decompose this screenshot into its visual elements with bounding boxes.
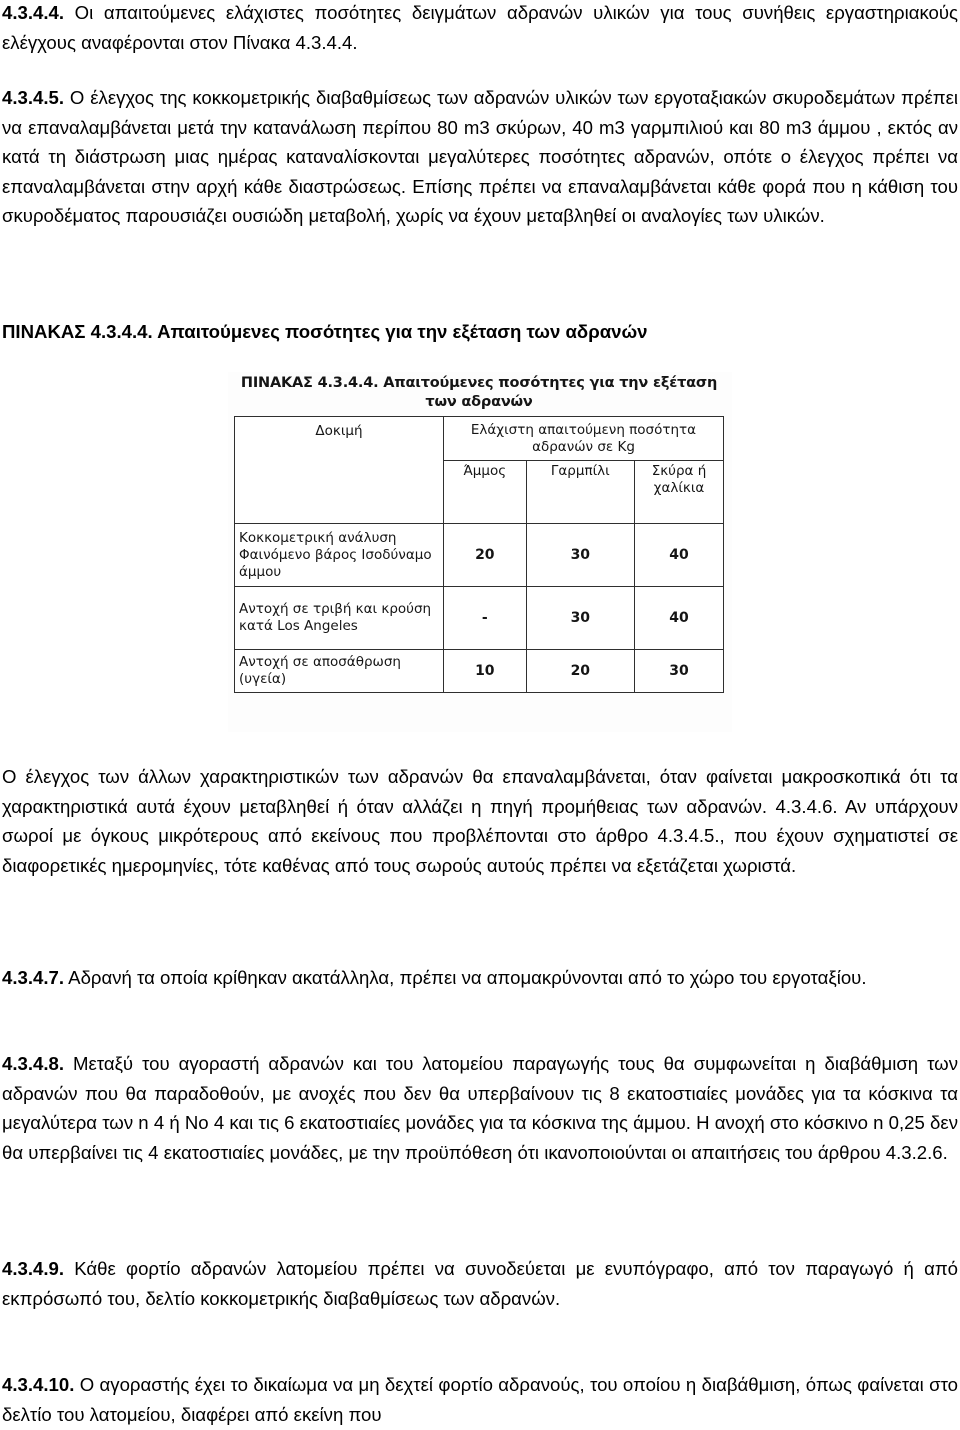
section-number: 4.3.4.8. bbox=[2, 1053, 65, 1074]
column-header-test: Δοκιμή bbox=[235, 417, 444, 524]
paragraph-text: Ο έλεγχος των άλλων χαρακτηριστικών των αδρανών θα επαναλαμβάνεται, όταν φαίνεται μακροσκοπικά ότι τα χαρακτηριστικά αυτά έχουν μεταβληθεί ή όταν αλλάζει η πηγή προμήθειας των αδρανών. 4.3.4.6. Αν υπάρχουν σωροί με όγκους μικρότερους από εκείνους που προβλέπονται στο άρθρο 4.3.4.5., που έχουν σχηματιστεί σε διαφορετικές ημερομηνίες, τότε καθένας από τους σωρούς αυτούς πρέπει να εξετάζεται χωριστά. bbox=[2, 766, 958, 876]
paragraph-quality-check bbox=[2, 762, 958, 880]
crushed-value: 40 bbox=[635, 524, 724, 587]
paragraph-text: Οι απαιτούμενες ελάχιστες ποσότητες δειγμάτων αδρανών υλικών για τους συνήθεις εργαστηριακούς ελέγχους αναφέρονται στον Πίνακα 4.3.4.4. bbox=[2, 2, 958, 53]
paragraph-text: Μεταξύ του αγοραστή αδρανών και του λατομείου παραγωγής τους θα συμφωνείται η διαβάθμιση των αδρανών που θα παραδοθούν, με ανοχές που δεν θα υπερβαίνουν τις 8 εκατοστιαίες μονάδες για τα κόσκινα τα μεγαλύτερα των n 4 ή No 4 και τις 6 εκατοστιαίες μονάδες για τα κόσκινα της άμμου. Η ανοχή στο κόσκινο n 0,25 δεν θα υπερβαίνει τις 4 εκατοστιαίες μονάδες, με την προϋπόθεση ότι ικανοποιούνται οι απαιτήσεις του άρθρου 4.3.2.6. bbox=[2, 1053, 958, 1163]
gravel-value: 20 bbox=[526, 650, 634, 693]
scanned-table-image bbox=[228, 372, 732, 732]
requirements-table bbox=[234, 416, 724, 693]
section-number: 4.3.4.5. bbox=[2, 87, 65, 108]
paragraph-4-3-4-4 bbox=[2, 0, 958, 57]
section-number: 4.3.4.9. bbox=[2, 1258, 65, 1279]
column-header-min-quantity: Ελάχιστη απαιτούμενη ποσότητα αδρανών σε Kg bbox=[444, 417, 724, 461]
paragraph-4-3-4-9 bbox=[2, 1254, 958, 1313]
gravel-value: 30 bbox=[526, 587, 634, 650]
paragraph-text: Ο αγοραστής έχει το δικαίωμα να μη δεχτεί φορτίο αδρανούς, του οποίου η διαβάθμιση, όπως φαίνεται στο δελτίο του λατομείου, διαφέρει από εκείνη που bbox=[2, 1374, 958, 1425]
paragraph-4-3-4-10 bbox=[2, 1370, 958, 1429]
paragraph-4-3-4-5 bbox=[2, 83, 958, 231]
test-name: Αντοχή σε τριβή και κρούση κατά Los Angeles bbox=[235, 587, 444, 650]
paragraph-text: Κάθε φορτίο αδρανών λατομείου πρέπει να συνοδεύεται με ενυπόγραφο, από τον παραγωγό ή από εκπρόσωπό του, δελτίο κοκκομετρικής διαβαθμίσεως των αδρανών. bbox=[2, 1258, 958, 1309]
scanned-table-title: ΠΙΝΑΚΑΣ 4.3.4.4. Απαιτούμενες ποσότητες για την εξέταση των αδρανών bbox=[240, 375, 718, 410]
paragraph-text: Ο έλεγχος της κοκκομετρικής διαβαθμίσεως των αδρανών υλικών των εργοταξιακών σκυροδεμάτων πρέπει να επαναλαμβάνεται μετά την κατανάλωση περίπου 80 m3 σκύρων, 40 m3 γαρμπιλιού και 80 m3 άμμου , εκτός αν κατά τη διάστρωση μιας ημέρας καταναλίσκονται μεγαλύτερες ποσότητες αδρανών, οπότε ο έλεγχος πρέπει να επαναλαμβάνεται στην αρχή κάθε διαστρώσεως. Επίσης πρέπει να επαναλαμβάνεται κάθε φορά που η κάθιση του σκυροδέματος παρουσιάζει ουσιώδη μεταβολή, χωρίς να έχουν μεταβληθεί οι αναλογίες των υλικών. bbox=[2, 87, 958, 226]
section-number: 4.3.4.4. bbox=[2, 2, 65, 23]
paragraph-4-3-4-8 bbox=[2, 1049, 958, 1167]
section-number: 4.3.4.10. bbox=[2, 1374, 75, 1395]
column-header-gravel: Γαρμπίλι bbox=[526, 461, 634, 524]
table-row bbox=[235, 650, 724, 693]
table-heading: ΠΙΝΑΚΑΣ 4.3.4.4. Απαιτούμενες ποσότητες για την εξέταση των αδρανών bbox=[2, 321, 648, 342]
sand-value: - bbox=[444, 587, 527, 650]
paragraph-text: Αδρανή τα οποία κρίθηκαν ακατάλληλα, πρέπει να απομακρύνονται από το χώρο του εργοταξίου. bbox=[64, 967, 867, 988]
section-number: 4.3.4.7. bbox=[2, 967, 65, 988]
table-row bbox=[235, 524, 724, 587]
table-row bbox=[235, 587, 724, 650]
column-header-sand: Άμμος bbox=[444, 461, 527, 524]
gravel-value: 30 bbox=[526, 524, 634, 587]
column-header-crushed: Σκύρα ή χαλίκια bbox=[635, 461, 724, 524]
paragraph-4-3-4-7 bbox=[2, 963, 958, 993]
sand-value: 10 bbox=[444, 650, 527, 693]
test-name: Αντοχή σε αποσάθρωση (υγεία) bbox=[235, 650, 444, 693]
sand-value: 20 bbox=[444, 524, 527, 587]
crushed-value: 30 bbox=[635, 650, 724, 693]
test-name: Κοκκομετρική ανάλυση Φαινόμενο βάρος Ισοδύναμο άμμου bbox=[235, 524, 444, 587]
crushed-value: 40 bbox=[635, 587, 724, 650]
